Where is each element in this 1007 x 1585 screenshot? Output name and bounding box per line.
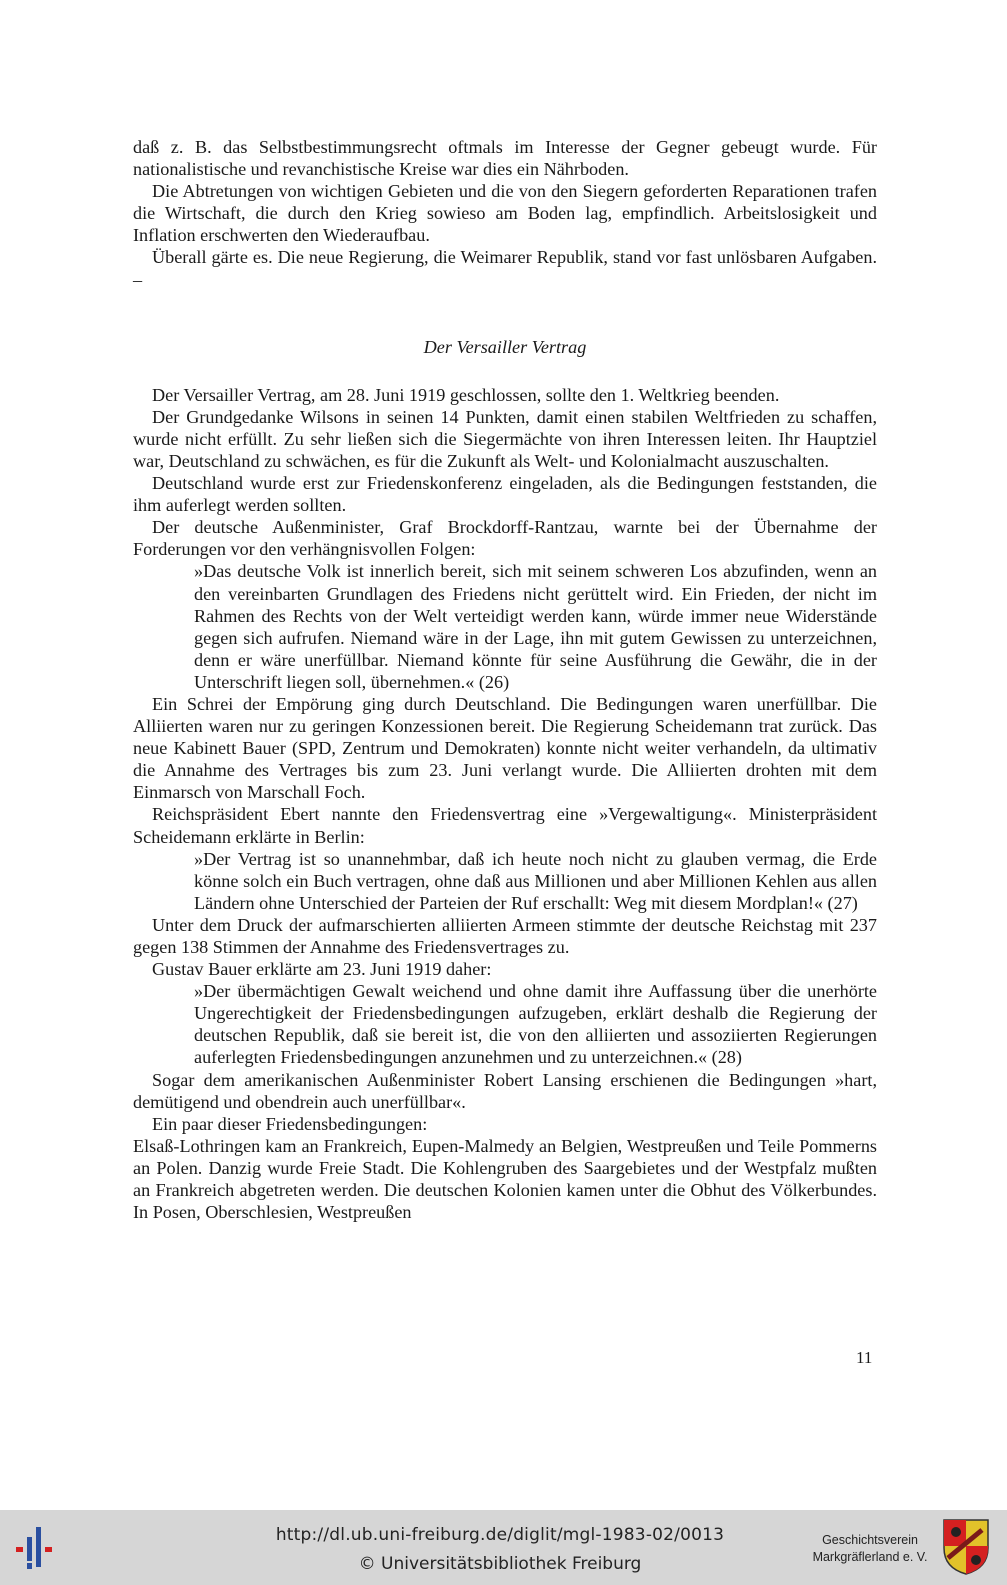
paragraph-7: Unter dem Druck der aufmarschierten alliierten Armeen stimmte der deutsche Reichstag mit 237 gegen 138 Stimmen der Annahme des Friedensvertrages zu.	[133, 914, 877, 957]
paragraph-9: Sogar dem amerikanischen Außenminister Robert Lansing erschienen die Bedingungen »hart, demütigend und obendrein auch unerfüllbar«.	[133, 1069, 877, 1112]
paragraph-2: Der Grundgedanke Wilsons in seinen 14 Punkten, damit einen stabilen Weltfrieden zu schaffen, wurde nicht erfüllt. Zu sehr ließen sich die Siegermächte von ihren Interessen leiten. Ihr Hauptziel war, Deutschland zu schwächen, es für die Zukunft als Welt- und Kolonialmacht auszuschalten.	[133, 406, 877, 471]
section-heading: Der Versailler Vertrag	[423, 336, 587, 357]
paragraph-3: Deutschland wurde erst zur Friedenskonferenz eingeladen, als die Bedingungen feststanden, die ihm auferlegt werden sollten.	[133, 473, 877, 516]
paragraph-8: Gustav Bauer erklärte am 23. Juni 1919 daher:	[152, 959, 492, 980]
paragraph-5: Ein Schrei der Empörung ging durch Deutschland. Die Bedingungen waren unerfüllbar. Die Alliierten waren nur zu geringen Konzessionen bereit. Die Regierung Scheidemann trat zurück. Das neue Kabinett Bauer (SPD, Zentrum und Demokraten) konnte nicht weiter verhandeln, da ultimativ die Annahme des Vertrages bis zum 23. Juni verlangt wurde. Die Alliierten drohten mit dem Einmarsch von Marschall Foch.	[133, 693, 877, 803]
paragraph-6: Reichspräsident Ebert nannte den Friedensvertrag eine »Vergewaltigung«. Ministerpräsident Scheidemann erklärte in Berlin:	[133, 804, 877, 847]
paragraph-11: Elsaß-Lothringen kam an Frankreich, Eupen-Malmedy an Belgien, Westpreußen und Teile Pommerns an Polen. Danzig wurde Freie Stadt. Die Kohlengruben des Saargebietes und der Westpfalz mußten an Frankreich abgetreten werden. Die deutschen Kolonien kamen unter die Obhut des Völkerbundes. In Posen, Oberschlesien, Westpreußen	[133, 1135, 877, 1223]
paragraph-intro-3: Überall gärte es. Die neue Regierung, die Weimarer Republik, stand vor fast unlösbaren Aufgaben. –	[133, 247, 877, 290]
paragraph-1: Der Versailler Vertrag, am 28. Juni 1919 geschlossen, sollte den 1. Weltkrieg beenden.	[152, 384, 780, 405]
coat-of-arms-icon	[942, 1518, 990, 1576]
page-number: 11	[856, 1348, 873, 1367]
quote-3: »Der übermächtigen Gewalt weichend und ohne damit ihre Auffassung über die unerhörte Ungerechtigkeit der Friedensbedingungen aufzugeben, erklärt deshalb die Regierung der deutschen Republik, daß sie bereit ist, die von den alliierten und assoziierten Regierungen auferlegten Friedensbedingungen anzunehmen und zu unterzeichnen.« (28)	[194, 981, 877, 1068]
viewer-footer	[0, 1510, 1007, 1585]
publisher-name	[805, 1532, 935, 1566]
quote-2: »Der Vertrag ist so unannehmbar, daß ich heute noch nicht zu glauben vermag, die Erde könne solch ein Buch vertragen, ohne daß aus Millionen und aber Millionen Kehlen aus allen Ländern ohne Unterschied der Parteien der Ruf erschallt: Weg mit diesem Mordplan!« (27)	[194, 848, 877, 913]
page-body	[133, 136, 877, 1223]
copyright-text: © Universitätsbibliothek Freiburg	[358, 1554, 642, 1574]
quote-1: »Das deutsche Volk ist innerlich bereit, sich mit seinem schweren Los abzufinden, wenn an den vereinbarten Grundlagen des Friedens nicht gerüttelt wird. Ein Frieden, der nicht im Rahmen des Rechts von der Welt verteidigt werden kann, würde immer neue Widerstände gegen sich aufrufen. Niemand wäre in der Lage, ihn mit gutem Gewissen zu unterzeichnen, denn er wäre unerfüllbar. Niemand könnte für seine Ausführung die Gewähr, die in der Unterschrift liegen soll, übernehmen.« (26)	[194, 561, 877, 692]
publisher-line-2: Markgräflerland e. V.	[812, 1550, 928, 1564]
paragraph-intro-2: Die Abtretungen von wichtigen Gebieten und die von den Siegern geforderten Reparationen trafen die Wirtschaft, die durch den Krieg sowieso am Boden lag, empfindlich. Arbeitslosigkeit und Inflation erschwerten den Wiederaufbau.	[133, 181, 877, 246]
ub-freiburg-logo-icon[interactable]	[12, 1521, 64, 1573]
paragraph-intro-1: daß z. B. das Selbstbestimmungsrecht oftmals im Interesse der Gegner gebeugt wurde. Für nationalistische und revanchistische Kreise war dies ein Nährboden.	[133, 137, 877, 180]
document-url-link[interactable]: http://dl.ub.uni-freiburg.de/diglit/mgl-1983-02/0013	[275, 1525, 725, 1545]
publisher-line-1: Geschichtsverein	[822, 1533, 918, 1547]
paragraph-4: Der deutsche Außenminister, Graf Brockdorff-Rantzau, warnte bei der Übernahme der Forderungen vor den verhängnisvollen Folgen:	[133, 517, 877, 560]
paragraph-10: Ein paar dieser Friedensbedingungen:	[152, 1113, 428, 1134]
